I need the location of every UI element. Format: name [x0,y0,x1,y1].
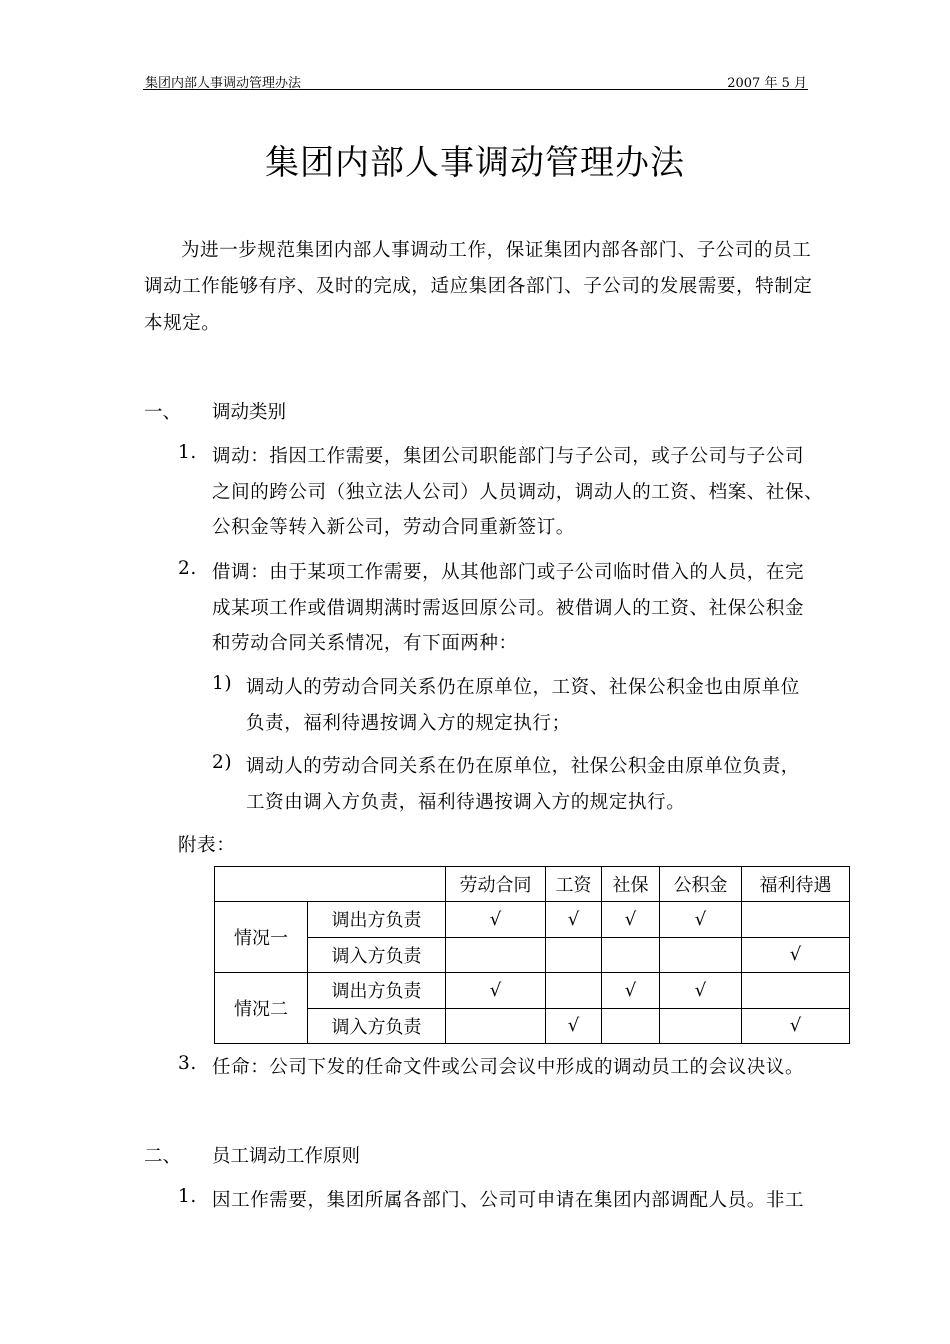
table-header: 福利待遇 [742,867,850,902]
table-row-label: 调出方负责 [308,973,446,1009]
table-cell [660,1008,742,1044]
table-cell [742,902,850,938]
table-cell [602,1008,660,1044]
document-title: 集团内部人事调动管理办法 [265,143,685,183]
table-row [215,902,850,938]
table-cell: √ [742,937,850,973]
sub1-number: 1) [212,673,233,694]
section2-title: 员工调动工作原则 [212,1146,361,1167]
sub1-line-1: 调动人的劳动合同关系仍在原单位，工资、社保公积金也由原单位 [246,677,800,698]
table-header-row [215,867,850,902]
item2-line-2: 成某项工作或借调期满时需返回原公司。被借调人的工资、社保公积金 [212,598,805,619]
table-cell [546,973,602,1009]
section1-number: 一、 [144,402,182,423]
item1-line-1: 调动：指因工作需要，集团公司职能部门与子公司，或子公司与子公司 [212,446,805,467]
item1-line-2: 之间的跨公司（独立法人公司）人员调动，调动人的工资、档案、社保、 [212,482,824,503]
sub2-line-2: 工资由调入方负责，福利待遇按调入方的规定执行。 [246,792,686,813]
table-cell [446,1008,546,1044]
table-cell: √ [660,973,742,1009]
table-cell: √ [546,902,602,938]
appendix-label: 附表： [178,835,236,856]
table-cell [446,937,546,973]
item2-number: 2. [178,558,197,579]
item1-line-3: 公积金等转入新公司，劳动合同重新签订。 [212,517,575,538]
table-row-label: 调入方负责 [308,1008,446,1044]
table-cell: √ [446,973,546,1009]
table-cell: √ [446,902,546,938]
item1-number: 1. [178,442,197,463]
table-cell [602,937,660,973]
section2-item1-number: 1. [178,1186,197,1207]
section1-title: 调动类别 [212,402,287,423]
item3-number: 3. [178,1053,197,1074]
responsibility-table [214,866,850,1044]
header-divider [143,89,808,90]
table-cell: √ [546,1008,602,1044]
item2-line-1: 借调：由于某项工作需要，从其他部门或子公司临时借入的人员，在完 [212,562,805,583]
item3-text: 任命：公司下发的任命文件或公司会议中形成的调动员工的会议决议。 [212,1057,805,1078]
sub1-line-2: 负责，福利待遇按调入方的规定执行； [246,713,571,734]
table-cell: √ [602,973,660,1009]
table-group-label: 情况一 [215,902,308,973]
section2-item1-text: 因工作需要，集团所属各部门、公司可申请在集团内部调配人员。非工 [212,1190,805,1211]
table-cell: √ [660,902,742,938]
sub2-line-1: 调动人的劳动合同关系在仍在原单位，社保公积金由原单位负责， [246,756,800,777]
table-row [215,937,850,973]
header-date: 2007 年 5 月 [727,76,807,91]
sub2-number: 2) [212,752,233,773]
table-row [215,1008,850,1044]
header-left-title: 集团内部人事调动管理办法 [145,76,302,91]
table-row-label: 调入方负责 [308,937,446,973]
table-cell [660,937,742,973]
table-header: 劳动合同 [446,867,546,902]
table-cell: √ [742,1008,850,1044]
table-group-label: 情况二 [215,973,308,1044]
item2-line-3: 和劳动合同关系情况，有下面两种： [212,633,518,654]
intro-line-2: 调动工作能够有序、及时的完成，适应集团各部门、子公司的发展需要，特制定 [144,276,813,297]
table-cell [546,937,602,973]
table-header: 公积金 [660,867,742,902]
table-cell [742,973,850,1009]
table-header: 工资 [546,867,602,902]
intro-line-3: 本规定。 [144,313,221,334]
intro-line-1: 为进一步规范集团内部人事调动工作，保证集团内部各部门、子公司的员工 [181,240,812,261]
section2-number: 二、 [144,1146,182,1167]
table-row-label: 调出方负责 [308,902,446,938]
table-row [215,973,850,1009]
table-cell: √ [602,902,660,938]
table-header: 社保 [602,867,660,902]
table-corner-cell [215,867,446,902]
